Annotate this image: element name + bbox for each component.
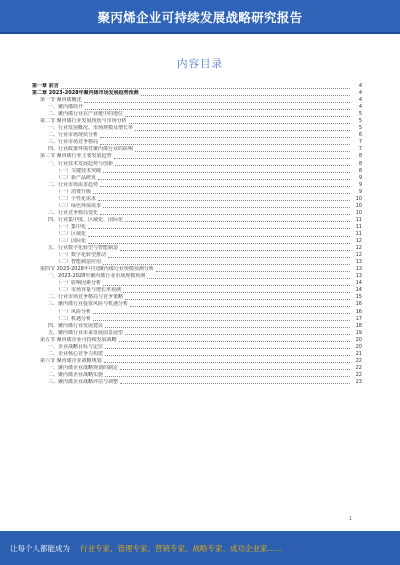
toc-entry-page: 13 — [355, 266, 362, 273]
toc-entry[interactable] — [32, 168, 362, 175]
toc-entry-title: 一、行业发展概况、市场规模及增长率 — [48, 125, 134, 132]
toc-entry[interactable] — [32, 161, 362, 168]
header-divider — [0, 32, 400, 34]
toc-entry[interactable] — [32, 203, 362, 210]
toc-entry-title: 五、聚丙烯行业未来发展前景展望 — [48, 329, 124, 336]
toc-entry-title: （二）区域化 — [56, 231, 87, 237]
toc-leader-dots — [105, 345, 350, 349]
toc-entry-page: 7 — [358, 146, 362, 153]
toc-leader-dots — [125, 296, 350, 300]
toc-entry[interactable] — [32, 175, 362, 182]
toc-leader-dots — [156, 268, 350, 272]
toc-leader-dots — [93, 190, 350, 194]
toc-entry[interactable] — [32, 139, 362, 146]
toc-entry-page: 8 — [358, 167, 362, 174]
toc-entry-title: （一）关键技术突破 — [56, 167, 102, 174]
toc-entry[interactable] — [32, 238, 362, 245]
toc-entry[interactable] — [32, 196, 362, 203]
toc-entry-title: 三、行业市场竞争格局 — [48, 139, 99, 146]
toc-entry-page: 14 — [355, 280, 362, 287]
toc-leader-dots — [115, 162, 350, 166]
toc-entry[interactable] — [32, 217, 362, 224]
toc-entry[interactable] — [32, 358, 362, 365]
toc-entry-title: 第二章 2023-2028年聚丙烯市场发展趋势预测 — [32, 90, 139, 97]
toc-leader-dots — [100, 211, 350, 215]
toc-entry-title: 一、聚丙烯简介 — [48, 104, 84, 111]
toc-entry-title: （二）新产品研发 — [56, 174, 97, 181]
toc-entry-page: 5 — [358, 125, 362, 132]
toc-entry-page: 7 — [358, 139, 362, 146]
toc-entry-title: 三、聚丙烯企业战略评估与调整 — [48, 378, 119, 385]
toc-entry-page: 20 — [355, 336, 362, 343]
toc-entry-page: 13 — [355, 273, 362, 280]
toc-entry[interactable] — [32, 344, 362, 351]
footer-roles-text: 行业专家、管理专家、营销专家、战略专家、成功企业家…… — [80, 544, 283, 553]
toc-entry[interactable] — [32, 294, 362, 301]
toc-entry[interactable] — [32, 280, 362, 287]
toc-entry-title: （一）消费升级 — [56, 188, 92, 195]
toc-entry-page: 22 — [355, 371, 362, 378]
toc-leader-dots — [93, 310, 350, 314]
toc-leader-dots — [120, 380, 350, 384]
toc-entry-title: 第五节 聚丙烯企业可持续发展战略 — [40, 336, 117, 343]
toc-entry-title: 一、聚丙烯企业战略规划的制定 — [48, 364, 119, 371]
toc-entry[interactable] — [32, 153, 362, 160]
toc-leader-dots — [103, 282, 350, 286]
toc-entry-title: （二）机遇分析 — [56, 315, 92, 322]
toc-entry-page: 11 — [355, 231, 362, 237]
toc-leader-dots — [105, 324, 350, 328]
toc-entry-page: 18 — [355, 322, 362, 329]
toc-leader-dots — [119, 338, 350, 342]
toc-entry-page: 10 — [355, 195, 362, 202]
toc-entry-title: 一、2023-2028年聚丙烯行业市场规模预测 — [48, 273, 146, 280]
toc-entry-title: 四、行业集中度、区域化、国际化 — [48, 216, 124, 223]
toc-entry-title: （三）绿色环保需求 — [56, 202, 102, 209]
toc-entry-page: 4 — [358, 83, 362, 90]
toc-entry-title: 第二节 聚丙烯行业发展现状与市场分析 — [40, 118, 127, 125]
toc-leader-dots — [103, 204, 350, 208]
toc-leader-dots — [88, 225, 350, 229]
toc-entry-title: 二、企业核心竞争力构建 — [48, 350, 104, 357]
toc-leader-dots — [105, 373, 350, 377]
footer-bar — [0, 531, 400, 565]
toc-entry[interactable] — [32, 245, 362, 252]
toc-leader-dots — [103, 169, 350, 173]
toc-entry-page: 19 — [355, 329, 362, 336]
toc-entry-title: 二、行业市场需求趋势 — [48, 181, 99, 188]
toc-entry[interactable] — [32, 266, 362, 273]
toc-leader-dots — [123, 289, 350, 293]
toc-entry-page: 11 — [355, 223, 362, 230]
toc-entry-title: （一）数字化转型推动 — [56, 252, 107, 259]
toc-entry-title: 第四节 2023-2028年中国聚丙烯行业规模预测分析 — [40, 266, 154, 273]
toc-entry[interactable] — [32, 189, 362, 196]
toc-entry[interactable] — [32, 259, 362, 266]
toc-entry-page: 16 — [355, 301, 362, 308]
toc-entry[interactable] — [32, 210, 362, 217]
toc-entry-page: 10 — [355, 202, 362, 209]
toc-entry-page: 12 — [355, 245, 362, 252]
toc-entry-page: 5 — [358, 111, 362, 118]
toc-entry-title: 一、行业技术发展趋势与创新 — [48, 160, 114, 167]
toc-entry[interactable] — [32, 231, 362, 238]
toc-entry[interactable] — [32, 90, 362, 97]
toc-entry-page: 12 — [355, 238, 362, 245]
toc-entry[interactable] — [32, 316, 362, 323]
toc-leader-dots — [141, 92, 350, 96]
table-of-contents — [32, 83, 362, 473]
toc-leader-dots — [114, 155, 350, 159]
toc-leader-dots — [135, 127, 350, 131]
toc-entry-title: 第一节 聚丙烯概述 — [40, 97, 82, 104]
toc-entry-page: 5 — [358, 118, 362, 125]
footer-slogan — [10, 543, 390, 554]
toc-entry-page: 8 — [358, 153, 362, 160]
toc-entry[interactable] — [32, 104, 362, 111]
toc-leader-dots — [147, 275, 350, 279]
toc-leader-dots — [93, 317, 350, 321]
toc-heading: 内容目录 — [177, 58, 223, 70]
toc-entry-title: 第六节 聚丙烯企业战略规划 — [40, 357, 102, 364]
toc-entry-page: 4 — [358, 104, 362, 111]
page-number: 1 — [348, 516, 352, 522]
toc-leader-dots — [88, 240, 350, 244]
toc-entry-page: 10 — [355, 209, 362, 216]
toc-entry[interactable] — [32, 118, 362, 125]
toc-entry-title: （一）集中化 — [56, 223, 87, 230]
toc-leader-dots — [125, 113, 350, 117]
toc-leader-dots — [125, 331, 350, 335]
toc-entry-page: 16 — [355, 308, 362, 315]
toc-leader-dots — [130, 303, 350, 307]
toc-entry-title: （三）国际化 — [56, 238, 87, 245]
toc-entry-title: 三、聚丙烯行业投资风险与机遇分析 — [48, 301, 129, 308]
toc-leader-dots — [85, 106, 350, 110]
toc-entry-page: 22 — [355, 357, 362, 364]
toc-leader-dots — [98, 176, 350, 180]
toc-entry-title: 二、聚丙烯企业战略实施 — [48, 371, 104, 378]
toc-leader-dots — [98, 197, 350, 201]
toc-entry-page: 23 — [355, 378, 362, 385]
toc-entry-title: （二）市场容量与增长率预测 — [56, 287, 122, 294]
toc-entry[interactable] — [32, 182, 362, 189]
toc-entry-page: 15 — [355, 294, 362, 301]
toc-entry[interactable] — [32, 337, 362, 344]
toc-leader-dots — [100, 183, 350, 187]
toc-leader-dots — [105, 352, 350, 356]
toc-entry-page: 21 — [355, 350, 362, 357]
toc-entry-title: 五、行业数字化转型与智能制造 — [48, 245, 119, 252]
toc-entry-page: 20 — [355, 343, 362, 350]
toc-entry[interactable] — [32, 365, 362, 372]
toc-entry-title: 四、行业政策环境对聚丙烯行业的影响 — [48, 146, 134, 153]
toc-entry-title: （一）风险分析 — [56, 308, 92, 315]
toc-entry-title: 一、企业战略目标与定位 — [48, 343, 104, 350]
toc-leader-dots — [120, 247, 350, 251]
toc-entry-title: 第三节 聚丙烯行业主要发展趋势 — [40, 153, 112, 160]
toc-leader-dots — [129, 120, 350, 124]
toc-entry-title: 二、行业市场竞争格局与竞争策略 — [48, 294, 124, 301]
toc-entry-page: 13 — [355, 259, 362, 266]
toc-entry[interactable] — [32, 309, 362, 316]
toc-entry[interactable] — [32, 287, 362, 294]
toc-leader-dots — [120, 366, 350, 370]
toc-leader-dots — [100, 141, 350, 145]
toc-entry-title: 第一章 前言 — [32, 83, 59, 90]
toc-leader-dots — [135, 148, 350, 152]
toc-entry-title: （二）个性化需求 — [56, 195, 97, 202]
toc-entry-page: 4 — [358, 97, 362, 104]
toc-entry[interactable] — [32, 372, 362, 379]
toc-entry[interactable] — [32, 125, 362, 132]
toc-entry[interactable] — [32, 146, 362, 153]
toc-entry[interactable] — [32, 83, 362, 90]
toc-entry-page: 9 — [358, 181, 362, 188]
toc-entry[interactable] — [32, 273, 362, 280]
toc-leader-dots — [100, 134, 350, 138]
toc-entry[interactable] — [32, 111, 362, 118]
toc-leader-dots — [125, 218, 350, 222]
toc-leader-dots — [84, 99, 350, 103]
toc-leader-dots — [108, 254, 350, 258]
toc-entry[interactable] — [32, 252, 362, 259]
toc-entry[interactable] — [32, 323, 362, 330]
toc-entry-page: 8 — [358, 160, 362, 167]
toc-leader-dots — [88, 233, 350, 237]
toc-entry-page: 12 — [355, 252, 362, 259]
toc-entry-title: 二、聚丙烯行业在产业链中的地位 — [48, 111, 124, 118]
toc-entry[interactable] — [32, 330, 362, 337]
toc-entry[interactable] — [32, 224, 362, 231]
toc-leader-dots — [103, 261, 350, 265]
toc-entry-title: 三、行业竞争格局变化 — [48, 209, 99, 216]
toc-entry-title: （二）智能制造应用 — [56, 259, 102, 266]
toc-entry-page: 4 — [358, 90, 362, 97]
toc-entry[interactable] — [32, 97, 362, 104]
toc-entry-page: 17 — [355, 315, 362, 322]
toc-entry-page: 6 — [358, 132, 362, 139]
toc-entry-page: 14 — [355, 287, 362, 294]
toc-leader-dots — [61, 85, 350, 89]
toc-entry[interactable] — [32, 379, 362, 386]
toc-leader-dots — [104, 359, 350, 363]
report-header-bar — [0, 0, 400, 32]
toc-entry-title: 二、行业市场现状分析 — [48, 132, 99, 139]
toc-entry-page: 22 — [355, 364, 362, 371]
toc-entry-page: 9 — [358, 188, 362, 195]
toc-entry-title: （一）影响因素分析 — [56, 280, 102, 287]
toc-entry[interactable] — [32, 351, 362, 358]
toc-entry[interactable] — [32, 301, 362, 308]
footer-brand-text: 让每个人都能成为 — [10, 544, 70, 553]
toc-entry-title: 四、聚丙烯行业发展建议 — [48, 322, 104, 329]
toc-entry-page: 11 — [355, 216, 362, 223]
toc-entry-page: 9 — [358, 174, 362, 181]
report-title: 聚丙烯企业可持续发展战略研究报告 — [97, 10, 303, 25]
toc-entry[interactable] — [32, 132, 362, 139]
